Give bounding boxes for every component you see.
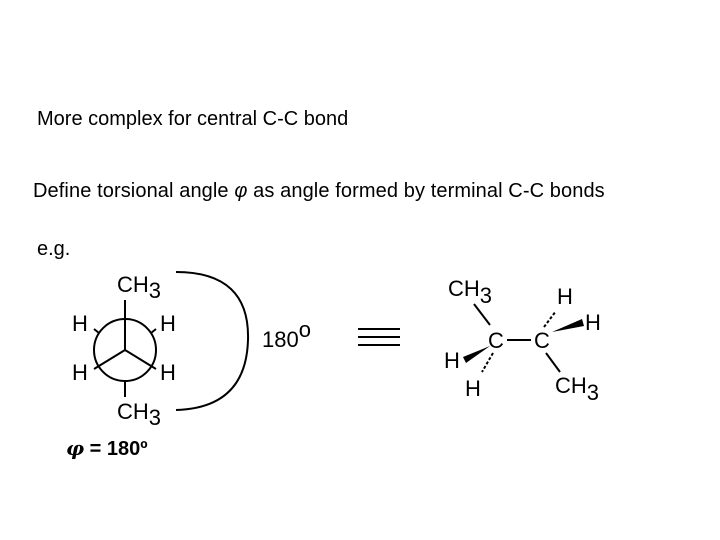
newman-h-upper-right: H — [160, 311, 176, 336]
bond-c2-h-hashed — [544, 311, 556, 327]
back-carbon-circle — [94, 319, 156, 381]
newman-ch3-top: CH3 — [117, 272, 162, 303]
newman-h-lower-left: H — [72, 360, 88, 385]
heading-text: More complex for central C-C bond — [37, 108, 349, 130]
angle-label: 180o — [262, 317, 311, 352]
bond-c2-ch3 — [546, 353, 560, 372]
newman-h-lower-right: H — [160, 360, 176, 385]
definition-suffix: as angle formed by terminal C-C bonds — [247, 180, 605, 202]
newman-h-upper-left: H — [72, 311, 88, 336]
sawhorse-c-right: C — [534, 328, 550, 353]
phi-symbol: φ — [234, 180, 248, 202]
sawhorse-ch3-top: CH3 — [448, 276, 493, 308]
sawhorse-ch3-bottom: CH3 — [555, 373, 600, 405]
definition-prefix: Define torsional angle — [33, 180, 235, 202]
equivalence-sign — [358, 329, 400, 345]
phi-result-degree: º — [140, 438, 148, 460]
torsion-arc — [176, 272, 248, 410]
phi-result — [66, 436, 148, 461]
sawhorse-c-left: C — [488, 328, 504, 353]
sawhorse-h-right: H — [585, 310, 601, 335]
example-label: e.g. — [37, 238, 71, 260]
sawhorse-h-right-top: H — [557, 284, 573, 309]
bond-c1-h-wedge — [463, 346, 490, 363]
back-bond-upper-left — [94, 329, 99, 333]
sawhorse-h-left: H — [444, 348, 460, 373]
sawhorse-structure — [444, 276, 601, 405]
phi-result-value: = 180 — [84, 438, 141, 460]
newman-projection — [72, 272, 176, 430]
newman-ch3-bottom: CH3 — [117, 399, 162, 430]
bond-c1-h-hashed — [482, 353, 493, 372]
phi-result-symbol: φ — [66, 436, 85, 460]
sawhorse-h-left-bottom: H — [465, 376, 481, 401]
back-bond-upper-right — [151, 329, 156, 333]
bond-c2-h-wedge — [552, 319, 584, 332]
